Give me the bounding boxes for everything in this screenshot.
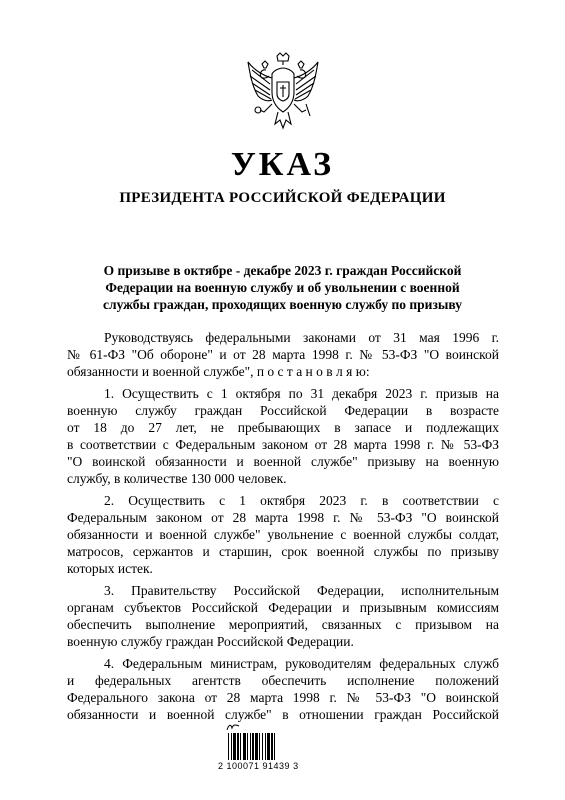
text-line: обеспечить выполнение мероприятий, связанных с призывом на [67,617,499,632]
paragraph-2 [67,492,499,577]
barcode-bar [247,733,248,760]
paragraph-1 [67,385,499,487]
coat-of-arms-emblem [244,52,322,134]
text-line: в соответствии с Федеральным законом от 28 марта 1998 г. № 53-ФЗ [67,437,499,452]
text-line: от 18 до 27 лет, не пребывающих в запасе и подлежащих [67,420,499,435]
text-line: военную службу граждан Российской Федерации в возрасте [67,403,499,418]
text-line: обязанности и военной службе" в отношении граждан Российской [67,707,499,722]
paragraph-3 [67,582,499,650]
barcode-bar [274,733,275,760]
text-line: 3. Правительству Российской Федерации, исполнительным [104,583,499,598]
heading-line: службы граждан, проходящих военную службу по призыву [103,297,462,312]
barcode-bar [265,733,266,760]
paragraph-4 [67,655,499,723]
text-line: обязанности и военной службе" увольнение с военной службы солдат, [67,527,499,542]
text-line: № 61-ФЗ "Об обороне" и от 28 марта 1998 г. № 53-ФЗ "О воинской [67,347,499,362]
barcode-bar [267,733,270,760]
text-line: органам субъектов Российской Федерации и призывным комиссиям [67,600,499,615]
barcode-bar [259,733,260,760]
barcode-bar [262,733,263,760]
text-line: и федеральных агентств обеспечить исполнение положений [67,673,499,688]
text-line: матросов, сержантов и старшин, срок военной службы по призыву [67,544,499,559]
text-line: 4. Федеральным министрам, руководителям федеральных служб [104,656,499,671]
document-subtitle: ПРЕЗИДЕНТА РОССИЙСКОЙ ФЕДЕРАЦИИ [119,190,446,206]
barcode-bar [233,733,236,760]
barcode-bar [271,733,273,760]
barcode-bar [231,733,232,760]
heading-line: Федерации на военную службу и об увольнении с военной [105,280,460,295]
text-line: 1. Осуществить с 1 октября по 31 декабря 2023 г. призыв на [104,386,499,401]
barcode-bar [240,733,241,760]
text-line: Федерального закона от 28 марта 1998 г. № 53-ФЗ "О воинской [67,690,499,705]
text-line: которых истек. [67,561,153,576]
decree-body [67,329,499,728]
text-line: 2. Осуществить с 1 октября 2023 г. в соответствии с [104,493,499,508]
barcode-bar [255,733,258,760]
text-line: военную службу граждан Российской Федерации. [67,634,354,649]
barcode-bar [252,733,254,760]
text-line: обязанности и военной службе", п о с т а н о в л я ю: [67,364,370,379]
barcode-bar [228,733,229,760]
barcode-number: 2 100071 91439 3 [218,761,299,771]
barcode [228,733,293,760]
barcode-bar [250,733,251,760]
handwritten-mark-icon [226,722,240,732]
document-title: УКАЗ [230,146,335,183]
text-line: Федеральным законом от 28 марта 1998 г. № 53-ФЗ "О воинской [67,510,499,525]
text-line: "О воинской обязанности и военной службе" призыву на военную [67,454,499,469]
paragraph-preamble [67,329,499,380]
decree-heading [85,262,480,313]
barcode-bar [243,733,246,760]
heading-line: О призыве в октябре - декабре 2023 г. граждан Российской [103,263,462,278]
barcode-bar [237,733,239,760]
text-line: Руководствуясь федеральными законами от 31 мая 1996 г. [104,330,499,345]
text-line: службу, в количестве 130 000 человек. [67,471,287,486]
